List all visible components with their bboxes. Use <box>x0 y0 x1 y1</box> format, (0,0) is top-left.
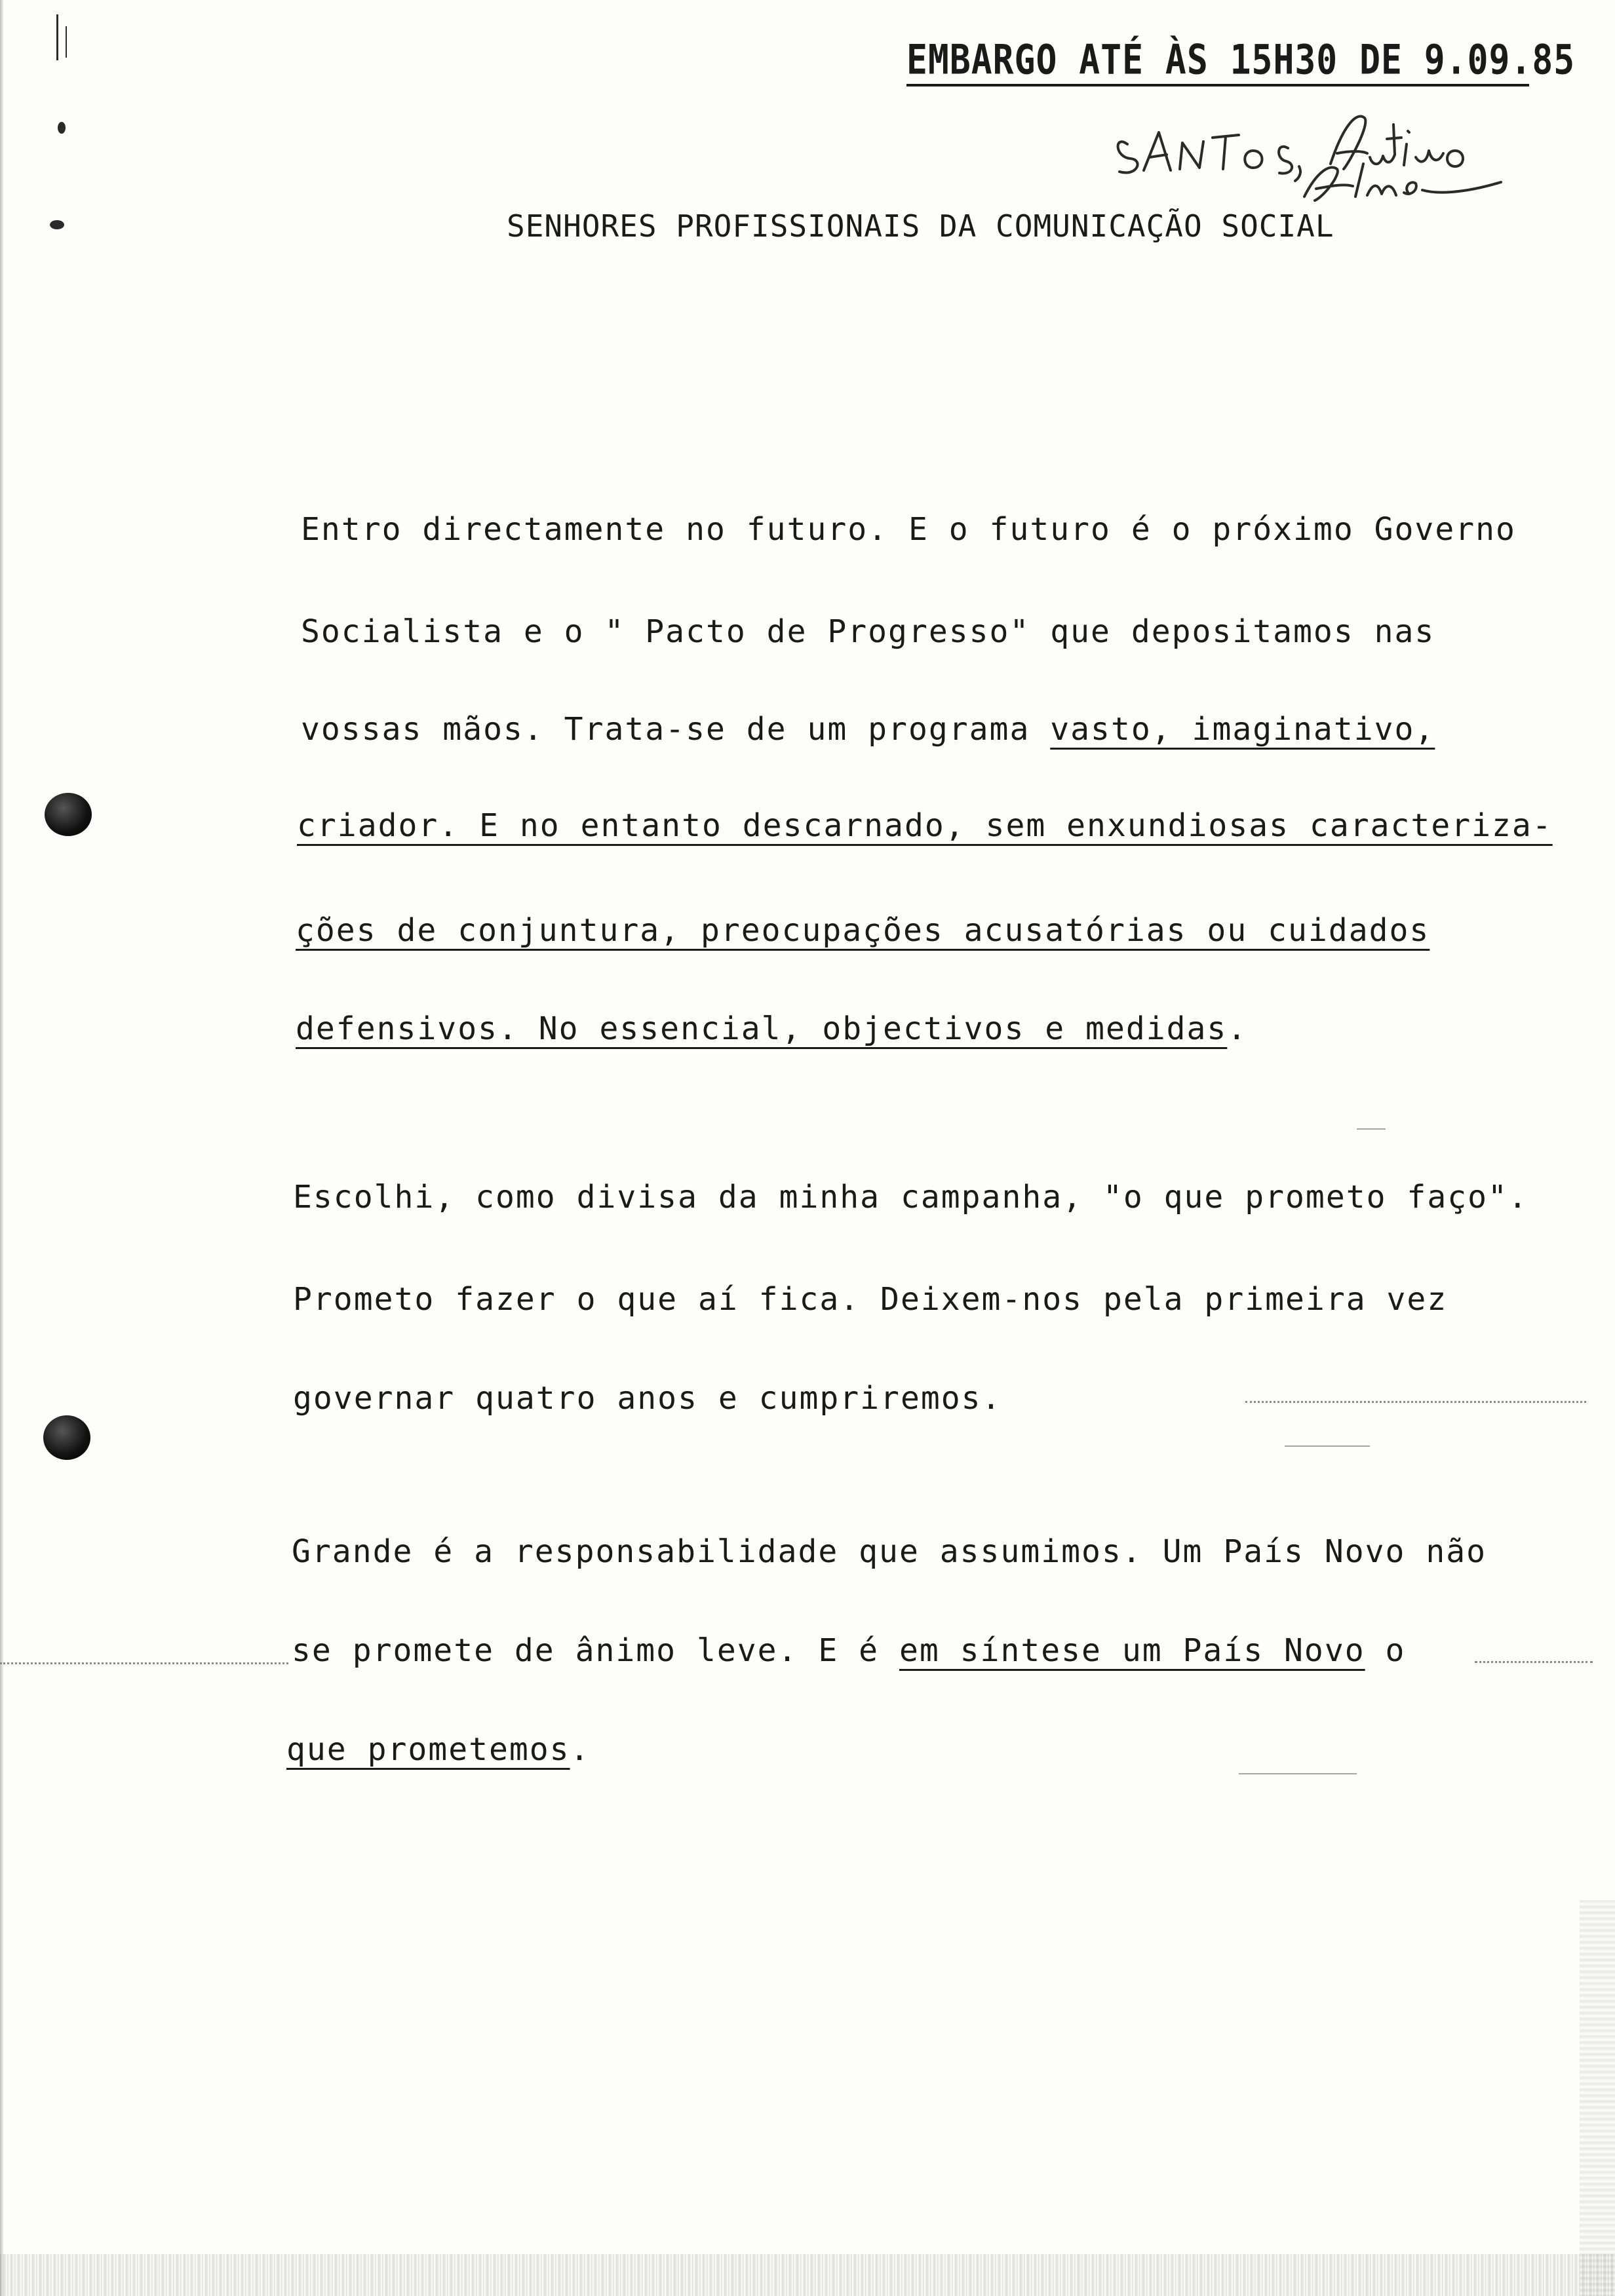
scan-artifact-line <box>0 1662 288 1664</box>
line-text: . <box>1227 1010 1248 1047</box>
scan-artifact-line <box>1245 1401 1586 1403</box>
underlined-text: que prometemos <box>286 1731 570 1768</box>
text-line <box>292 1532 1487 1571</box>
text-line <box>301 510 1516 549</box>
line-text: Prometo fazer o que aí fica. Deixem-nos pela primeira vez <box>293 1281 1448 1318</box>
handwritten-annotation <box>1108 98 1527 203</box>
text-line <box>286 1730 590 1769</box>
scan-noise-bottom <box>0 2254 1615 2296</box>
scan-artifact-line <box>1239 1773 1357 1774</box>
binder-mark <box>66 26 67 58</box>
scan-artifact-line <box>1475 1661 1593 1663</box>
line-text: . <box>570 1731 591 1768</box>
binder-mark <box>50 220 64 229</box>
line-text: Escolhi, como divisa da minha campanha, "o que prometo faço". <box>293 1179 1528 1215</box>
embargo-notice: EMBARGO ATÉ ÀS 15H30 DE 9.09.85 <box>906 37 1576 84</box>
underlined-text: criador. E no entanto descarnado, sem enxundiosas caracteriza- <box>297 807 1553 844</box>
embargo-underline <box>906 84 1529 86</box>
scan-noise-right <box>1580 1900 1615 2296</box>
punch-hole <box>43 1415 90 1460</box>
scan-edge-shadow <box>0 0 4 2296</box>
binder-mark <box>56 14 58 60</box>
text-line <box>296 911 1430 950</box>
text-line <box>297 806 1553 845</box>
text-line <box>293 1379 1002 1418</box>
underlined-text: defensivos. No essencial, objectivos e medidas <box>296 1010 1228 1047</box>
line-text: vossas mãos. Trata-se de um programa <box>301 711 1051 748</box>
text-line <box>301 710 1435 749</box>
line-text: Grande é a responsabilidade que assumimos. Um País Novo não <box>292 1533 1487 1570</box>
scan-artifact-line <box>1285 1445 1370 1447</box>
scan-artifact-line <box>1357 1128 1386 1130</box>
underlined-text: em síntese um País Novo <box>899 1632 1365 1669</box>
text-line <box>293 1280 1447 1319</box>
punch-hole <box>45 793 92 836</box>
underlined-text: ções de conjuntura, preocupações acusatórias ou cuidados <box>296 912 1430 949</box>
line-text: Socialista e o " Pacto de Progresso" que depositamos nas <box>301 613 1435 650</box>
underlined-text: vasto, imaginativo, <box>1050 711 1435 748</box>
line-text: o <box>1365 1632 1406 1669</box>
binder-mark <box>58 122 66 134</box>
text-line <box>293 1177 1528 1217</box>
text-line <box>301 612 1435 651</box>
line-text: se promete de ânimo leve. E é <box>292 1632 899 1669</box>
text-line <box>296 1009 1247 1048</box>
line-text: governar quatro anos e cumpriremos. <box>293 1380 1002 1417</box>
line-text: Entro directamente no futuro. E o futuro é o próximo Governo <box>301 511 1516 548</box>
document-title: SENHORES PROFISSIONAIS DA COMUNICAÇÃO SOCIAL <box>507 208 1334 244</box>
text-line <box>292 1631 1405 1670</box>
